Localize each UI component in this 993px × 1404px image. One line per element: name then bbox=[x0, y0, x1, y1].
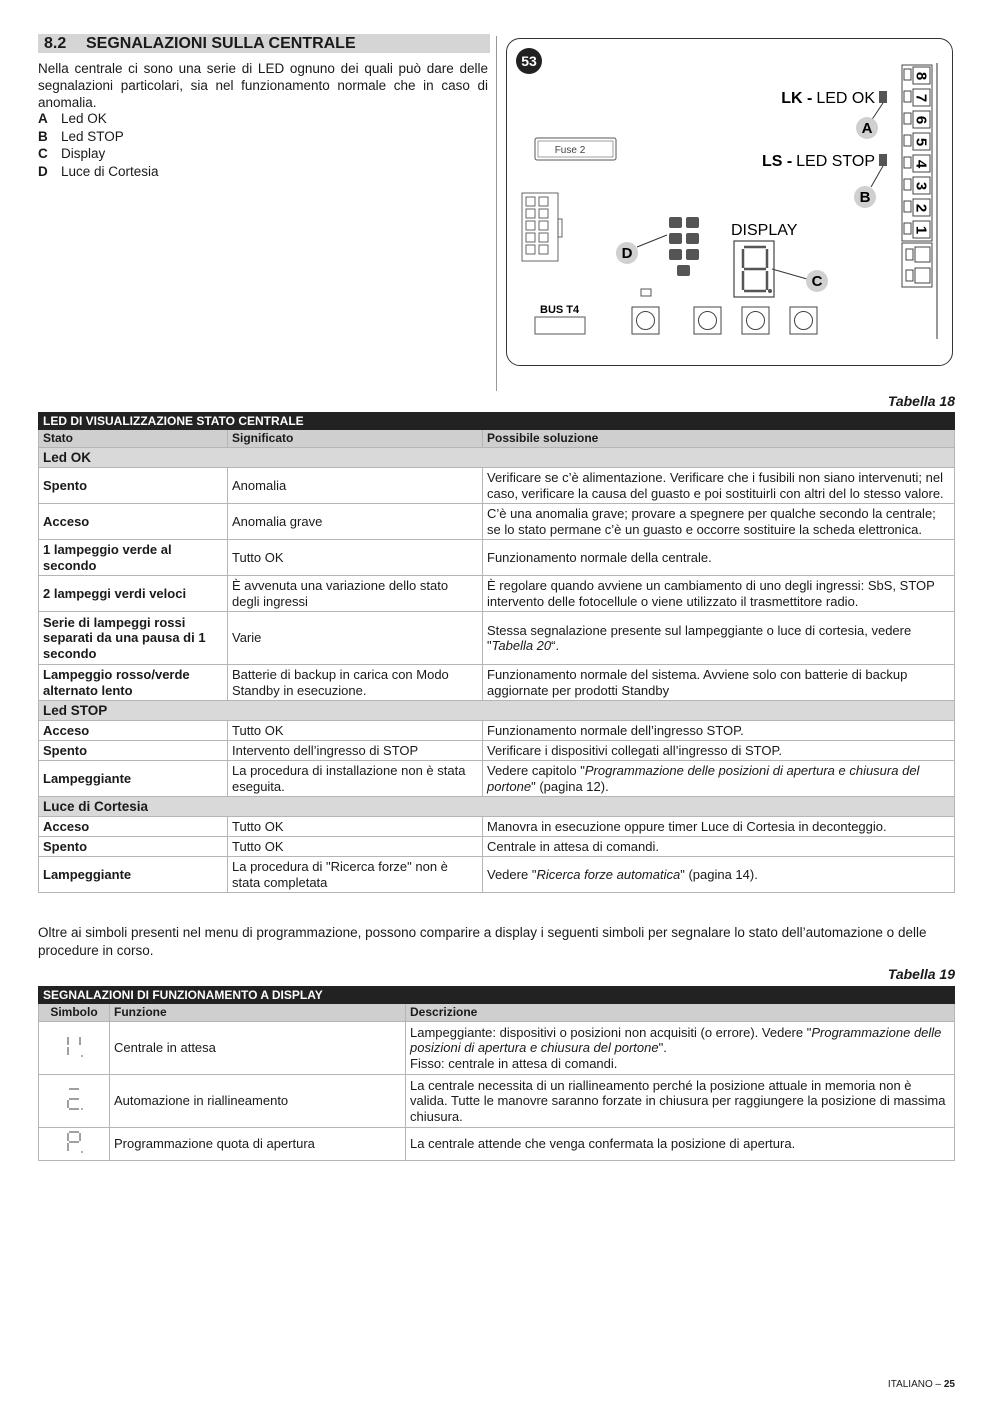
symbol-opening-quota-icon bbox=[63, 1129, 85, 1155]
table19 bbox=[38, 986, 955, 1161]
body-paragraph: Oltre ai simboli presenti nel menu di programmazione, possono comparire a display i seguenti simboli per segnalare lo stato dell’automazione o delle procedure in corso. bbox=[38, 925, 927, 958]
fuse-label: Fuse 2 bbox=[554, 145, 586, 156]
svg-text:1: 1 bbox=[912, 225, 930, 235]
svg-text:7: 7 bbox=[912, 93, 930, 103]
svg-text:5: 5 bbox=[912, 137, 930, 147]
table-row: Programmazione quota di apertura La centrale attende che venga confermata la posizione di apertura. bbox=[39, 1128, 955, 1161]
power-terminals bbox=[902, 243, 932, 287]
table-row: Acceso Tutto OK Manovra in esecuzione oppure timer Luce di Cortesia in deconteggio. bbox=[39, 817, 955, 837]
page-number: 25 bbox=[943, 1379, 955, 1390]
legend-list bbox=[38, 110, 159, 180]
section-title: SEGNALAZIONI SULLA CENTRALE bbox=[86, 35, 356, 52]
table-row: Serie di lampeggi rossi separati da una pausa di 1 secondo Varie Stessa segnalazione presente sul lampeggiante o luce di cortesia, vedere "Tabella 20“. bbox=[39, 612, 955, 665]
svg-text:8: 8 bbox=[912, 71, 930, 81]
courtesy-led-grid bbox=[669, 217, 699, 276]
table19-header-row: Simbolo Funzione Descrizione bbox=[39, 1004, 955, 1022]
group-row: Led OK bbox=[39, 448, 955, 468]
ls-code: LS - bbox=[761, 153, 793, 170]
table-row: Spento Intervento dell’ingresso di STOP Verificare i dispositivi collegati all’ingresso di STOP. bbox=[39, 741, 955, 761]
callout-c-label: C bbox=[811, 273, 823, 290]
table-row: 1 lampeggio verde al secondo Tutto OK Funzionamento normale della centrale. bbox=[39, 540, 955, 576]
svg-text:6: 6 bbox=[912, 115, 930, 125]
page-footer bbox=[888, 1379, 955, 1390]
group-row: Led STOP bbox=[39, 701, 955, 721]
bus-connector bbox=[535, 317, 585, 334]
table18-header-row: Stato Significato Possibile soluzione bbox=[39, 430, 955, 448]
small-led bbox=[641, 289, 651, 296]
table-row: Acceso Tutto OK Funzionamento normale dell’ingresso STOP. bbox=[39, 721, 955, 741]
table-row: Lampeggio rosso/verde alternato lento Batterie di backup in carica con Modo Standby in esecuzione. Funzionamento normale del sistema. Avviene solo con batterie di backup aggiornate per prodotti Standby bbox=[39, 665, 955, 701]
seven-segment-digit bbox=[743, 247, 767, 291]
lk-code: LK - bbox=[781, 90, 813, 107]
table18 bbox=[38, 412, 955, 893]
terminal-numbers bbox=[904, 67, 930, 238]
table-row: Automazione in riallineamento La centrale necessita di un riallineamento perché la posizione attuale in memoria non è valida. Tutte le manovre saranno forzate in chiusura per raggiungere la posizione di massima chiusura. bbox=[39, 1075, 955, 1128]
symbol-standby-icon bbox=[63, 1033, 85, 1059]
section-number: 8.2 bbox=[44, 35, 67, 52]
control-board-figure bbox=[506, 38, 953, 366]
table-row: Centrale in attesa Lampeggiante: dispositivi o posizioni non acquisiti (o errore). Vedere "Programmazione delle posizioni di apertura e chiusura del portone". Fisso: centrale in attesa di comandi. bbox=[39, 1022, 955, 1075]
table-row: Spento Anomalia Verificare se c’è alimentazione. Verificare che i fusibili non siano intervenuti; nel caso, verificare la causa del guasto e poi sostituirli con altri del lo stesso valore. bbox=[39, 468, 955, 504]
column-divider bbox=[496, 36, 497, 391]
callout-b-label: B bbox=[859, 189, 871, 206]
table18-title-row bbox=[39, 413, 955, 430]
table19-title-row bbox=[39, 987, 955, 1004]
table-row: Spento Tutto OK Centrale in attesa di comandi. bbox=[39, 837, 955, 857]
led-stop-indicator bbox=[879, 154, 887, 166]
table-row: Lampeggiante La procedura di "Ricerca forze" non è stata completata Vedere "Ricerca forze automatica" (pagina 14). bbox=[39, 857, 955, 893]
led-ok-indicator bbox=[879, 91, 887, 103]
svg-text:2: 2 bbox=[912, 203, 930, 213]
figure-number: 53 bbox=[521, 53, 537, 69]
legend-item: A Led OK bbox=[38, 111, 107, 126]
table18-caption: Tabella 18 bbox=[887, 393, 955, 409]
group-row: Luce di Cortesia bbox=[39, 797, 955, 817]
legend-item: D Luce di Cortesia bbox=[38, 163, 159, 179]
ls-name: LED STOP bbox=[796, 153, 875, 170]
bus-label: BUS T4 bbox=[540, 304, 580, 316]
legend-item: C Display bbox=[38, 146, 106, 161]
svg-text:LK -LED OK bbox=[781, 90, 875, 107]
symbol-realignment-icon bbox=[63, 1086, 85, 1112]
svg-text:4: 4 bbox=[912, 159, 930, 169]
table19-title: SEGNALAZIONI DI FUNZIONAMENTO A DISPLAY bbox=[39, 987, 955, 1004]
callout-d-label: D bbox=[621, 245, 633, 262]
connector-block bbox=[522, 193, 562, 261]
svg-text:3: 3 bbox=[912, 181, 930, 191]
table-row: Acceso Anomalia grave C’è una anomalia grave; provare a spegnere per qualche secondo la centrale; se lo stato permane c’è un guasto e occorre sostituire la scheda elettronica. bbox=[39, 504, 955, 540]
section-heading bbox=[38, 34, 490, 53]
display-label: DISPLAY bbox=[731, 222, 798, 239]
legend-item: B Led STOP bbox=[38, 128, 124, 144]
intro-paragraph: Nella centrale ci sono una serie di LED ognuno dei quali può dare delle segnalazioni particolari, sia nel funzionamento normale che in caso di anomalia. bbox=[38, 61, 488, 110]
footer-lang: ITALIANO – bbox=[887, 1379, 942, 1390]
svg-text:LS -LED STOP bbox=[762, 153, 875, 170]
board-buttons bbox=[632, 307, 817, 334]
table-row: Lampeggiante La procedura di installazione non è stata eseguita. Vedere capitolo "Programmazione delle posizioni di apertura e chiusura del portone" (pagina 12). bbox=[39, 761, 955, 797]
table18-title: LED DI VISUALIZZAZIONE STATO CENTRALE bbox=[39, 413, 955, 430]
lk-name: LED OK bbox=[816, 90, 875, 107]
table19-caption: Tabella 19 bbox=[887, 966, 955, 982]
board-drawing bbox=[507, 39, 951, 364]
table-row: 2 lampeggi verdi veloci È avvenuta una variazione dello stato degli ingressi È regolare quando avviene un cambiamento di uno degli ingressi: SbS, STOP intervento delle fotocellule o viene utilizzato il trasmettitore radio. bbox=[39, 576, 955, 612]
callout-a-label: A bbox=[861, 120, 873, 137]
